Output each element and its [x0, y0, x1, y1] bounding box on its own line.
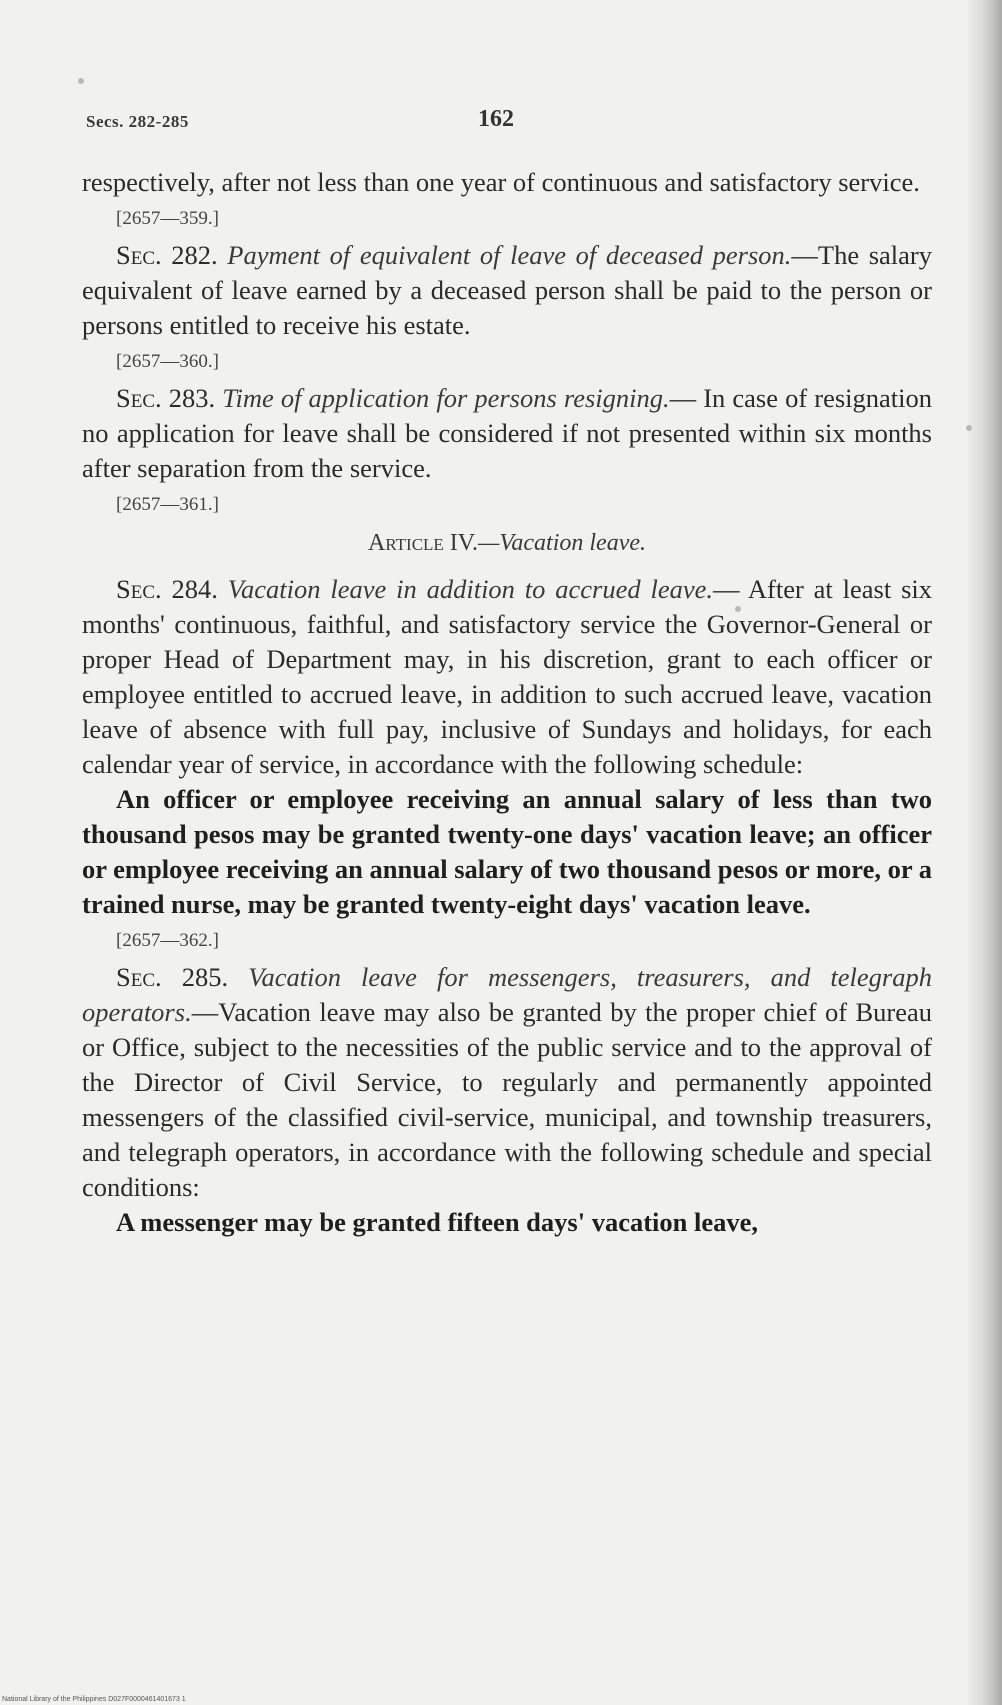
paper-speck [966, 425, 972, 431]
citation-ref: [2657—360.] [116, 351, 219, 372]
scan-credit: National Library of the Philippines D027F0000461401673 1 [2, 1696, 186, 1703]
section-283 [82, 381, 932, 486]
section-title: Vacation leave in addition to accrued leave. [227, 574, 713, 604]
section-282 [82, 238, 932, 343]
section-title: Vacation leave for messengers, treasurers, and telegraph operators. [82, 962, 932, 1027]
citation-ref: [2657—361.] [116, 494, 219, 515]
section-label: Sec. 285. [116, 962, 229, 992]
section-label: Sec. 282. [116, 240, 218, 270]
section-285 [82, 960, 932, 1205]
section-title: Payment of equivalent of leave of deceased person. [227, 240, 792, 270]
section-text: —The salary equivalent of leave earned by a deceased person shall be paid to the person or persons entitled to receive his estate. [82, 240, 932, 340]
article-title: —Vacation leave. [478, 530, 646, 556]
section-label: Sec. 284. [116, 574, 218, 604]
paper-speck [78, 78, 84, 84]
section-text: —Vacation leave may also be granted by the proper chief of Bureau or Office, subject to the necessities of the public service and to the approval of the Director of Civil Service, to regularly and permanently appointed messengers of the classified civil-service, municipal, and township treasurers, and telegraph operators, in accordance with the following schedule and special conditions: [82, 997, 932, 1202]
section-text: — After at least six months' continuous, faithful, and satisfactory service the Governor-General or proper Head of Department may, in his discretion, grant to each officer or employee entitled to accrued leave, in addition to such accrued leave, vacation leave of absence with full pay, inclusive of Sundays and holidays, for each calendar year of service, in accordance with the following schedule: [82, 574, 933, 779]
article-heading [82, 526, 932, 560]
section-label: Sec. 283. [116, 383, 216, 413]
page-spine-shadow [968, 0, 1002, 1705]
page-number: 162 [478, 106, 514, 132]
article-label: Article IV. [368, 530, 479, 556]
running-head [86, 108, 646, 138]
citation-ref: [2657—359.] [116, 208, 219, 229]
section-284-schedule: An officer or employee receiving an annual salary of less than two thousand pesos may be granted twenty-one days' vacation leave; an officer or employee receiving an annual salary of two thousand pesos or more, or a trained nurse, may be granted twenty-eight days' vacation leave. [82, 784, 932, 919]
citation-ref: [2657—362.] [116, 930, 219, 951]
section-285-schedule: A messenger may be granted fifteen days' vacation leave, [116, 1207, 759, 1237]
paragraph-continuation: respectively, after not less than one year of continuous and satisfactory service. [82, 167, 920, 197]
section-title: Time of application for persons resigning. [222, 383, 670, 413]
section-284 [82, 572, 932, 782]
body-text [82, 165, 932, 1240]
section-range: Secs. 282-285 [86, 112, 189, 131]
section-text: — In case of resignation no application for leave shall be considered if not presented within six months after separation from the service. [82, 383, 932, 483]
